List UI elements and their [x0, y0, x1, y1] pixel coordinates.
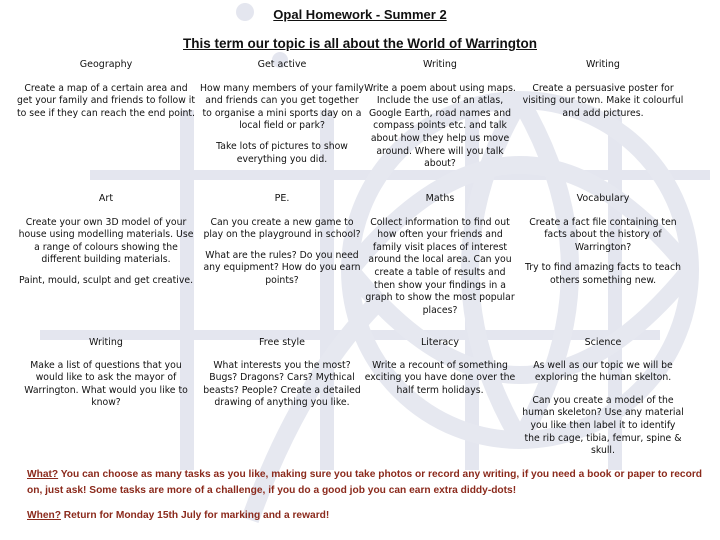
- task-cell-maths: [364, 193, 516, 317]
- task-cell-writing-mayor: [16, 337, 196, 410]
- task-description: Write a recount of something exciting you have done over the half term holidays.: [364, 359, 516, 396]
- task-description: Create your own 3D model of your house using modelling materials. Use a range of colours showing the different building materials.: [18, 216, 194, 266]
- what-text: You can choose as many tasks as you like, making sure you take photos or record any writing, if you need a book or paper to record on, just ask! Some tasks are more of a challenge, if you do a good job you can earn extra diddy-dots!: [27, 469, 703, 496]
- task-cell-vocabulary: [522, 193, 684, 288]
- page-subtitle: This term our topic is all about the World of Warrington: [183, 36, 537, 51]
- task-cell-writing-poster: [522, 59, 684, 120]
- task-cell-free-style: [200, 337, 364, 410]
- when-text: Return for Monday 15th July for marking and a reward!: [60, 510, 330, 521]
- task-description: How many members of your family and friends can you get together to organise a mini sports day on a local field or park?: [200, 82, 364, 132]
- task-cell-get-active: [200, 59, 364, 166]
- task-heading: PE.: [274, 193, 290, 204]
- task-description: Create a map of a certain area and get your family and friends to follow it to see if they can reach the end point.: [16, 82, 196, 119]
- task-description: Try to find amazing facts to teach others something new.: [524, 262, 682, 286]
- task-cell-science: [522, 337, 684, 458]
- task-description: Collect information to find out how often your friends and family visit places of interest around the local area. Can you create a table of results and then show your findings in a graph to show the most popular places?: [365, 216, 515, 316]
- task-cell-pe: [200, 193, 364, 288]
- task-cell-literacy: [364, 337, 516, 397]
- task-description: Write a poem about using maps. Include the use of an atlas, Google Earth, road names and compass points etc. and talk about how they help us move around. Where will you talk about?: [364, 82, 516, 170]
- task-heading: Vocabulary: [576, 193, 630, 204]
- task-heading: Free style: [259, 337, 305, 348]
- page-title: Opal Homework - Summer 2: [273, 7, 447, 22]
- when-label: When?: [27, 510, 61, 521]
- task-description: Can you create a model of the human skeleton? Use any material you like then label it to identify the rib cage, tibia, femur, spine & skull.: [522, 394, 684, 457]
- task-heading: Geography: [79, 59, 133, 70]
- task-cell-geography: [16, 59, 196, 120]
- task-description: Create a fact file containing ten facts about the history of Warrington?: [529, 216, 677, 253]
- task-heading: Science: [584, 337, 622, 348]
- task-heading: Get active: [257, 59, 307, 70]
- task-description: Paint, mould, sculpt and get creative.: [18, 274, 194, 286]
- task-description: Make a list of questions that you would like to ask the mayor of Warrington. What would you like to know?: [24, 359, 188, 409]
- task-description: Create a persuasive poster for visiting our town. Make it colourful and add pictures.: [522, 82, 684, 119]
- task-heading: Literacy: [420, 337, 460, 348]
- footer-what: [27, 467, 707, 499]
- task-heading: Writing: [586, 59, 620, 70]
- task-description: As well as our topic we will be exploring the human skelton.: [533, 359, 673, 384]
- task-cell-writing-poem: [364, 59, 516, 171]
- task-description: Take lots of pictures to show everything you did.: [216, 140, 348, 165]
- task-heading: Writing: [423, 59, 457, 70]
- task-cell-art: [16, 193, 196, 288]
- footer-when: [27, 508, 707, 524]
- what-label: What?: [27, 469, 59, 480]
- task-description: What interests you the most? Bugs? Dragons? Cars? Mythical beasts? People? Create a detailed drawing of anything you like.: [203, 359, 361, 409]
- task-description: Can you create a new game to play on the playground in school?: [203, 216, 361, 241]
- task-heading: Art: [98, 193, 114, 204]
- task-heading: Maths: [425, 193, 455, 204]
- task-heading: Writing: [89, 337, 123, 348]
- task-description: What are the rules? Do you need any equipment? How do you earn points?: [203, 249, 361, 286]
